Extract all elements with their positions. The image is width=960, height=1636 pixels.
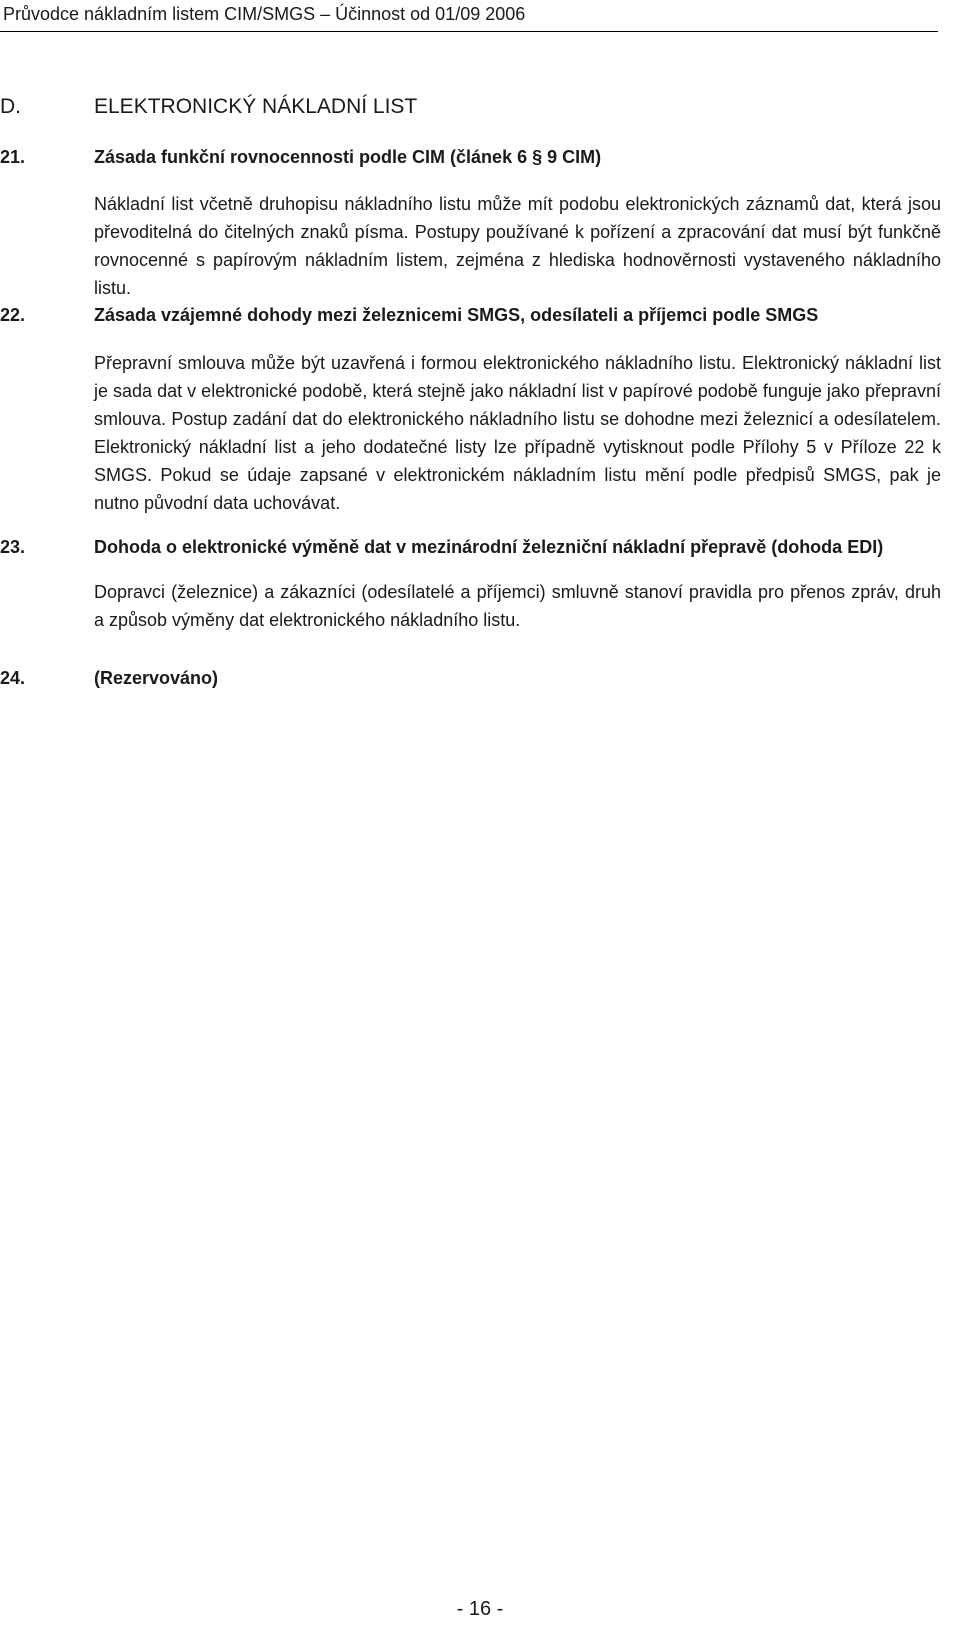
section-number: D. — [0, 95, 21, 118]
item-number: 22. — [0, 305, 26, 325]
section-title: ELEKTRONICKÝ NÁKLADNÍ LIST — [94, 95, 418, 118]
item-number: 23. — [0, 537, 26, 557]
item-24 — [0, 665, 960, 691]
item-title: (Rezervováno) — [94, 668, 219, 688]
item-heading — [0, 302, 960, 328]
item-body: Přepravní smlouva může být uzavřená i formou elektronického nákladního listu. Elektronický nákladní list je sada dat v elektronické podobě, která stejně jako nákladní list v papírové podobě funguje jako přepravní smlouva. Postup zadání dat do elektronického nákladního listu se dohodne mezi železnicí a odesílatelem. Elektronický nákladní list a jeho dodatečné listy lze případně vytisknout podle Přílohy 5 v Příloze 22 k SMGS. Pokud se údaje zapsané v elektronickém nákladním listu mění podle předpisů SMGS, pak je nutno původní data uchovávat. — [94, 353, 941, 513]
running-header: Průvodce nákladním listem CIM/SMGS – Účinnost od 01/09 2006 — [3, 4, 526, 24]
item-number: 21. — [0, 147, 26, 167]
header-rule — [0, 31, 938, 32]
item-21 — [0, 144, 960, 302]
item-22 — [0, 302, 960, 517]
item-title: Dohoda o elektronické výměně dat v mezinárodní železniční nákladní přepravě (dohoda EDI) — [94, 537, 884, 557]
item-heading — [0, 665, 960, 691]
item-title: Zásada funkční rovnocennosti podle CIM (článek 6 § 9 CIM) — [94, 147, 602, 167]
item-body: Dopravci (železnice) a zákazníci (odesílatelé a příjemci) smluvně stanoví pravidla pro přenos zpráv, druh a způsob výměny dat elektronického nákladního listu. — [94, 582, 941, 630]
page-number: - 16 - — [456, 1598, 504, 1620]
item-title: Zásada vzájemné dohody mezi železnicemi SMGS, odesílateli a příjemci podle SMGS — [94, 305, 819, 325]
section-heading — [0, 94, 417, 120]
item-23 — [0, 534, 960, 634]
item-heading — [0, 144, 960, 170]
item-heading — [0, 534, 960, 560]
item-body: Nákladní list včetně druhopisu nákladního listu může mít podobu elektronických záznamů dat, která jsou převoditelná do čitelných znaků písma. Postupy používané k pořízení a zpracování dat musí být funkčně rovnocenné s papírovým nákladním listem, zejména z hlediska hodnověrnosti vystaveného nákladního listu. — [94, 194, 941, 298]
item-number: 24. — [0, 668, 26, 688]
